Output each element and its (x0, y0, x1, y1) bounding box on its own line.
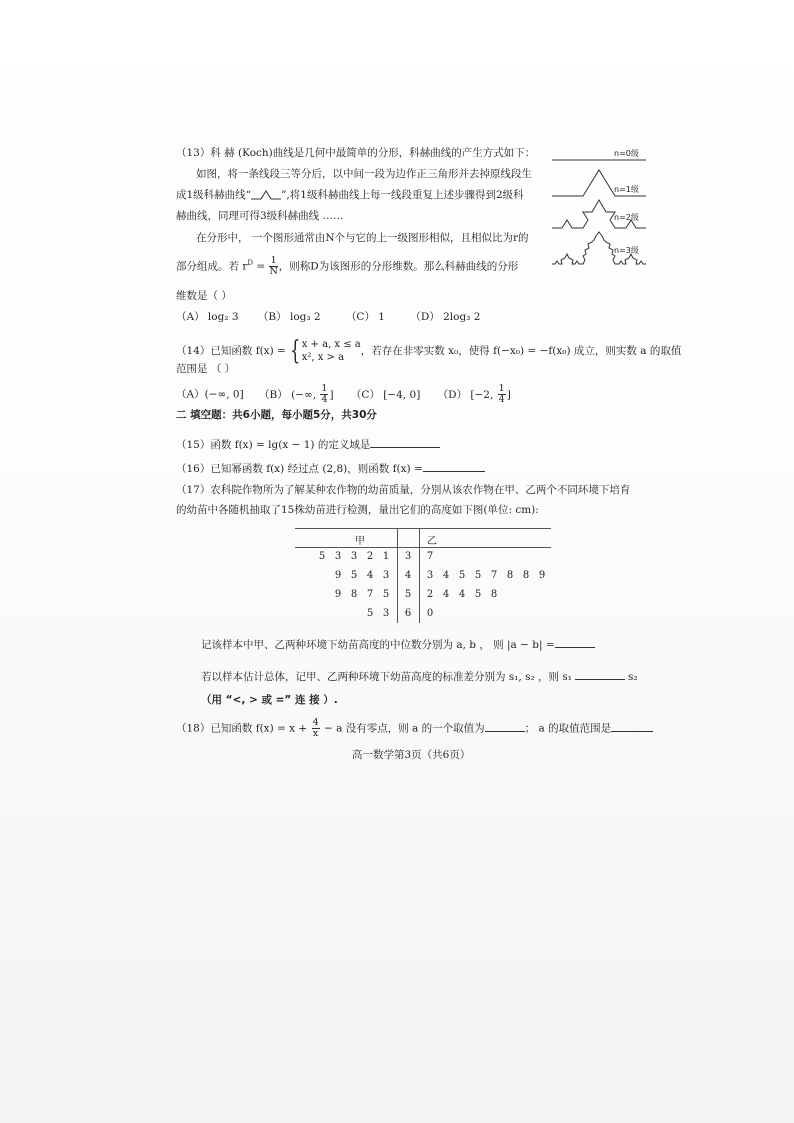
q17-ask3: （用 “<, > 或 =” 连 接 ）. (201, 694, 338, 706)
leaf-jia: 9 (334, 570, 342, 581)
q14-optb-fraction (320, 384, 328, 405)
case-1: x + a, x ≤ a (301, 339, 361, 350)
q18-fraction (312, 718, 320, 739)
koch-label-n0: n=0级 (614, 149, 639, 158)
one-over-n-fraction (269, 256, 277, 277)
koch-level1-inline-icon (251, 190, 281, 200)
q17-ask2 (201, 668, 638, 684)
plot-top-rule (295, 528, 551, 529)
q17-ask1-text: 记该样本中甲、乙两种环境下幼苗高度的中位数分别为 a, b ， 则 |a − b| = (201, 639, 555, 651)
eq-sign: = (252, 260, 269, 273)
q18-sep: ； a 的取值范围是 (524, 722, 612, 735)
leaf-jia: 8 (350, 589, 358, 600)
q17-line2: 的幼苗中各随机抽取了15株幼苗进行检测，量出它们的高度如下图(单位: cm): (176, 504, 539, 516)
q13-line3 (176, 188, 524, 202)
q13-line1: （13）科 赫 (Koch)曲线是几何中最简单的分形，科赫曲线的产生方式如下： (176, 147, 536, 159)
q13-line2: 如图，将一条线段三等分后，以中间一段为边作正三角形并去掉原线段生 (196, 168, 532, 180)
leaf-yi: 7 (426, 551, 434, 562)
koch-label-n1: n=1级 (614, 185, 639, 194)
q13-line5: 在分形中， 一个图形通常由N个与它的上一级图形相似，且相似比为r的 (196, 232, 529, 244)
q18-pre: （18）已知函数 f(x) = x + (176, 722, 311, 735)
fraction-den: 4 (321, 394, 328, 405)
stem: 6 (404, 608, 412, 619)
fraction-den: x (312, 728, 319, 739)
fraction-den: N (269, 266, 278, 277)
q14-line1a: （14）已知函数 f(x) = (176, 345, 290, 357)
case-2: x², x > a (301, 352, 345, 363)
leaf-yi: 8 (506, 570, 514, 581)
leaf-jia: 2 (366, 551, 374, 562)
q17-line1: （17）农科院作物所为了解某种农作物的幼苗质量，分别从该农作物在甲、乙两个不同环境下培育 (176, 484, 631, 496)
q13-line6 (176, 256, 518, 277)
q13-option-d: （D） 2log₃ 2 (410, 311, 481, 323)
q14-optb-pre: （B） (−∞, (259, 388, 320, 401)
leaf-yi: 2 (426, 589, 434, 600)
stem: 4 (404, 570, 412, 581)
plot-left-divider (397, 528, 398, 623)
leaf-jia: 5 (366, 608, 374, 619)
leaf-yi: 7 (490, 570, 498, 581)
q16-line (176, 460, 485, 476)
q14-option-c: （C） [−4, 0] (350, 388, 421, 401)
stem: 3 (404, 551, 412, 562)
q17-ask2b-text: s₂ (627, 671, 638, 683)
leaf-yi: 8 (490, 589, 498, 600)
leaf-yi: 3 (426, 570, 434, 581)
q14-optb-post: ] (329, 388, 334, 401)
fraction-den: 4 (498, 394, 505, 405)
q14-option-d (437, 383, 511, 405)
leaf-jia: 7 (366, 589, 374, 600)
q13-option-b: （B） log₃ 2 (257, 311, 321, 323)
q15-line (176, 436, 440, 452)
leaf-jia: 3 (350, 551, 358, 562)
leaf-yi: 8 (522, 570, 530, 581)
q13-option-a: （A） log₂ 3 (176, 311, 239, 323)
q13-line7: 维数是（ ） (176, 290, 232, 302)
q18-mid: − a 没有零点，则 a 的一个取值为 (320, 722, 485, 735)
q17-ask2-blank[interactable] (575, 668, 625, 680)
q13-line3a: 成1级科赫曲线“ (176, 189, 252, 201)
stem: 5 (404, 589, 412, 600)
q14-option-a: （A）(−∞, 0] (176, 388, 244, 401)
q14-option-b (259, 383, 334, 405)
q18-line (176, 718, 653, 739)
q13-options (176, 310, 480, 324)
leaf-jia: 1 (382, 551, 390, 562)
leaf-jia: 5 (382, 589, 390, 600)
q17-ask1-blank[interactable] (555, 636, 595, 648)
q14-optd-fraction (498, 384, 506, 405)
piecewise-cases (302, 338, 361, 364)
leaf-jia: 3 (334, 551, 342, 562)
q17-ask2a-text: 若以样本估计总体，记甲、乙两种环境下幼苗高度的标准差分别为 s₁, s₂ ，则 s₁ (201, 671, 572, 683)
q13-option-c: （C） 1 (345, 311, 385, 323)
fraction-num: 4 (312, 717, 319, 728)
q16-text: （16）已知幂函数 f(x) 经过点 (2,8)，则函数 f(x) = (176, 463, 423, 475)
leaf-jia: 3 (382, 570, 390, 581)
q13-line4: 赫曲线，同理可得3级科赫曲线 …… (176, 210, 344, 222)
header-yi: 乙 (427, 536, 437, 547)
leaf-yi: 5 (458, 570, 466, 581)
q14-optd-pre: （D） [−2, (437, 388, 497, 401)
q13-line3b: ”,将1级科赫曲线上每一线段重复上述步骤得到2级科 (281, 189, 524, 201)
q13-line6b: ，则称D为该图形的分形维数。那么科赫曲线的分形 (278, 260, 519, 273)
koch-curve-figure (548, 148, 658, 278)
leaf-jia: 4 (366, 570, 374, 581)
leaf-yi: 4 (442, 589, 450, 600)
fraction-num: 1 (270, 255, 277, 266)
q18-blank-2[interactable] (611, 720, 653, 732)
leaf-jia: 5 (318, 551, 326, 562)
header-jia: 甲 (355, 536, 365, 547)
q14-options (176, 384, 511, 405)
q17-ask1 (201, 636, 595, 652)
plot-right-divider (419, 528, 420, 623)
fraction-num: 1 (498, 383, 505, 394)
leaf-yi: 9 (538, 570, 546, 581)
q16-answer-blank[interactable] (423, 460, 485, 472)
piecewise-brace-icon: { (290, 336, 301, 366)
koch-label-n2: n=2级 (614, 213, 639, 222)
q14-line1b: ，若存在非零实数 x₀，使得 f(−x₀) = −f(x₀) 成立，则实数 a 的取值 (360, 345, 682, 357)
fraction-num: 1 (321, 383, 328, 394)
q14-line2: 范围是 （ ） (176, 363, 236, 375)
leaf-yi: 5 (474, 570, 482, 581)
leaf-jia: 5 (350, 570, 358, 581)
exponent-d: D (247, 259, 253, 267)
leaf-yi: 4 (442, 570, 450, 581)
koch-label-n3: n=3级 (614, 246, 639, 255)
leaf-yi: 5 (474, 589, 482, 600)
q15-answer-blank[interactable] (370, 436, 440, 448)
q13-line6a: 部分组成。若 r (176, 260, 248, 273)
leaf-jia: 9 (334, 589, 342, 600)
section-2-heading: 二 填空题：共6小题，每小题5分，共30分 (176, 409, 377, 421)
q14-optd-post: ] (506, 388, 511, 401)
leaf-yi: 4 (458, 589, 466, 600)
leaf-jia: 3 (382, 608, 390, 619)
q15-text: （15）函数 f(x) = lg(x − 1) 的定义域是 (176, 439, 371, 451)
koch-curves-drawing (548, 148, 658, 278)
q18-blank-1[interactable] (485, 720, 525, 732)
q14-line1 (176, 338, 681, 364)
leaf-yi: 0 (426, 608, 434, 619)
page-footer: 高一数学第3页（共6页） (352, 749, 471, 761)
plot-header-rule (295, 547, 551, 548)
